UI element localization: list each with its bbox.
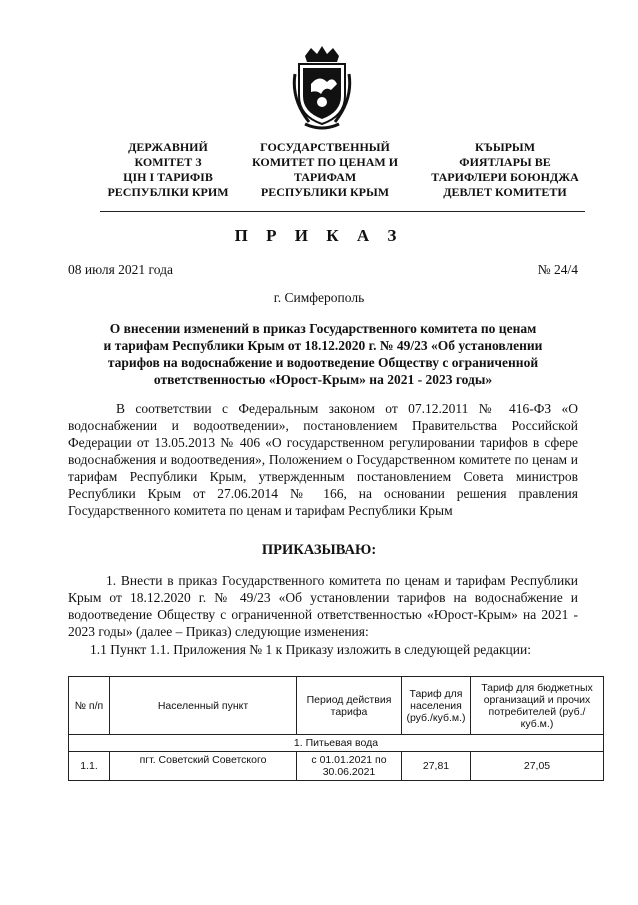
preamble-paragraph: В соответствии с Федеральным законом от 07.12.2011 № 416-ФЗ «О водоснабжении и водоотведении», постановлением Правительства Российской Федерации от 13.05.2013 № 406 «О государственном регулировании тарифов в сфере водоснабжения и водоотведения», Положением о Государственном комитете по ценам и тарифам Республики Крым, утвержденным постановлением Совета министров Республики Крым от 27.06.2014 № 166, на основании решения правления Государственного комитета по ценам и тарифам Республики Крым [68,401,578,518]
header-tariff-population: Тариф для населения (руб./куб.м.) [402,677,471,735]
header-right-crimean-tatar [415,140,595,200]
document-title: П Р И К А З [234,226,404,245]
header-right-line: ДЕВЛЕТ КОМИТЕТИ [443,185,567,199]
document-subject [68,320,578,388]
tariff-table [68,676,604,781]
order-heading: ПРИКАЗЫВАЮ: [261,542,377,558]
table-section-row [69,735,604,752]
header-right-line: ТАРИФЛЕРИ БОЮНДЖА [431,170,579,184]
order-item-1-1: 1.1 Пункт 1.1. Приложения № 1 к Приказу изложить в следующей редакции: [90,642,531,657]
header-left-line: КОМІТЕТ З [134,155,202,169]
subject-line: и тарифам Республики Крым от 18.12.2020 г. № 49/23 «Об установлении [103,338,543,353]
section-label: 1. Питьевая вода [69,735,604,752]
header-left-line: ДЕРЖАВНИЙ [128,140,208,154]
subject-line: О внесении изменений в приказ Государственного комитета по ценам [109,321,537,336]
header-middle-line: ТАРИФАМ [293,170,357,184]
header-left-line: РЕСПУБЛІКИ КРИМ [107,185,229,199]
cell-num: 1.1. [69,752,110,781]
cell-tariff-budget: 27,05 [471,752,604,781]
header-num: № п/п [69,677,110,735]
header-tariff-budget: Тариф для бюджетных организаций и прочих потребителей (руб./куб.м.) [471,677,604,735]
cell-period: с 01.01.2021 по 30.06.2021 [297,752,402,781]
subject-line: ответственностью «Юрост-Крым» на 2021 - 2023 годы» [153,372,493,387]
header-left-line: ЦІН І ТАРИФІВ [123,170,213,184]
table-header-row [69,677,604,735]
header-right-line: КЪЫРЫМ [474,140,536,154]
header-left-ukrainian [78,140,258,200]
header-place: Населенный пункт [110,677,297,735]
table-row [69,752,604,781]
cell-place: пгт. Советский Советского [110,752,297,781]
header-period: Период действия тарифа [297,677,402,735]
document-date: 08 июля 2021 года [68,262,173,277]
order-item-1: 1. Внести в приказ Государственного комитета по ценам и тарифам Республики Крым от 18.12.2020 г. № 49/23 «Об установлении тарифов на водоснабжение и водоотведение Обществу с ограниченной ответственностью «Юрост-Крым» на 2021 - 2023 годы» (далее – Приказ) следующие изменения: [68,573,578,639]
header-middle-russian [245,140,405,200]
cell-tariff-population: 27,81 [402,752,471,781]
header-divider [100,211,585,212]
crimea-coat-of-arms-icon [291,44,353,130]
header-middle-line: ГОСУДАРСТВЕННЫЙ [260,140,390,154]
header-middle-line: КОМИТЕТ ПО ЦЕНАМ И [251,155,399,169]
header-middle-line: РЕСПУБЛИКИ КРЫМ [260,185,390,199]
subject-line: тарифов на водоснабжение и водоотведение Обществу с ограниченной [107,355,539,370]
document-city: г. Симферополь [273,290,365,305]
document-number: № 24/4 [537,262,578,277]
header-right-line: ФИЯТЛАРЫ ВЕ [459,155,551,169]
